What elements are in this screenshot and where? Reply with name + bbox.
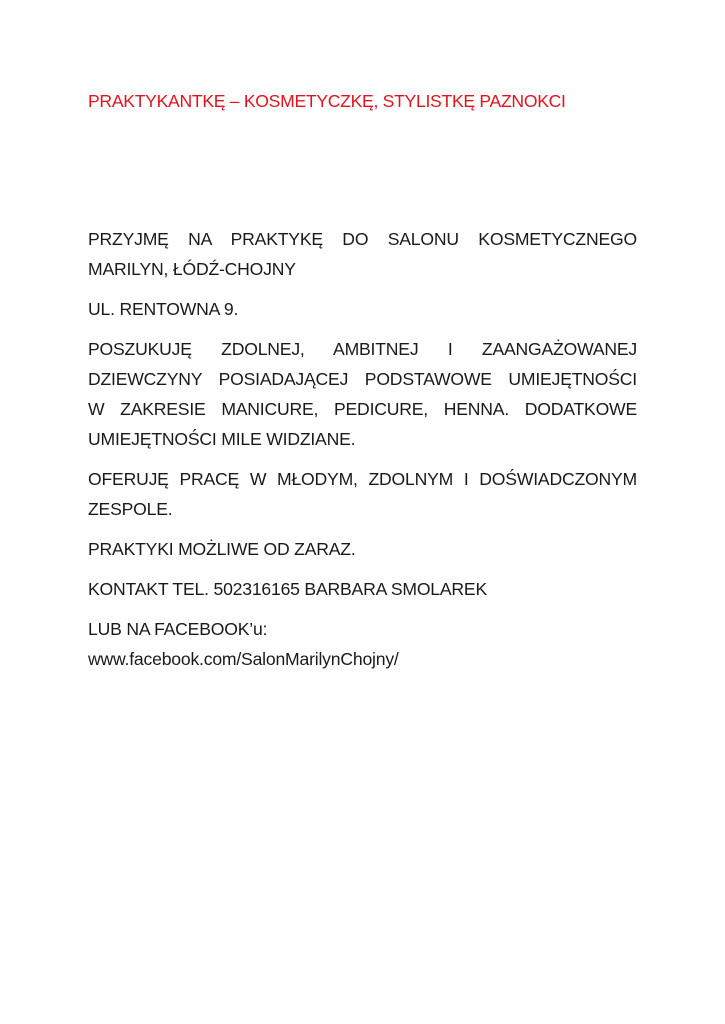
intro-line: PRZYJMĘ NA PRAKTYKĘ DO SALONU KOSMETYCZNEGO bbox=[88, 229, 637, 249]
seeking-line: W ZAKRESIE MANICURE, PEDICURE, HENNA. DODATKOWE bbox=[88, 399, 637, 419]
intro-paragraph bbox=[88, 224, 637, 284]
offer-line: ZESPOLE. bbox=[88, 499, 173, 519]
document-heading: PRAKTYKANTKĘ – KOSMETYCZKĘ, STYLISTKĘ PAZNOKCI bbox=[88, 91, 566, 111]
seeking-line: DZIEWCZYNY POSIADAJĄCEJ PODSTAWOWE UMIEJĘTNOŚCI bbox=[88, 369, 637, 389]
facebook-link[interactable]: www.facebook.com/SalonMarilynChojny/ bbox=[88, 649, 399, 669]
seeking-paragraph bbox=[88, 334, 637, 454]
address-paragraph: UL. RENTOWNA 9. bbox=[88, 299, 239, 319]
seeking-line: UMIEJĘTNOŚCI MILE WIDZIANE. bbox=[88, 429, 356, 449]
availability-paragraph: PRAKTYKI MOŻLIWE OD ZARAZ. bbox=[88, 539, 356, 559]
contact-paragraph: KONTAKT TEL. 502316165 BARBARA SMOLAREK bbox=[88, 579, 488, 599]
document-page bbox=[88, 86, 637, 684]
offer-line: OFERUJĘ PRACĘ W MŁODYM, ZDOLNYM I DOŚWIADCZONYM bbox=[88, 469, 637, 489]
seeking-line: POSZUKUJĘ ZDOLNEJ, AMBITNEJ I ZAANGAŻOWANEJ bbox=[88, 339, 637, 359]
facebook-paragraph bbox=[88, 614, 637, 674]
offer-paragraph bbox=[88, 464, 637, 524]
facebook-intro: LUB NA FACEBOOK’u: bbox=[88, 619, 268, 639]
intro-line: MARILYN, ŁÓDŹ-CHOJNY bbox=[88, 259, 296, 279]
